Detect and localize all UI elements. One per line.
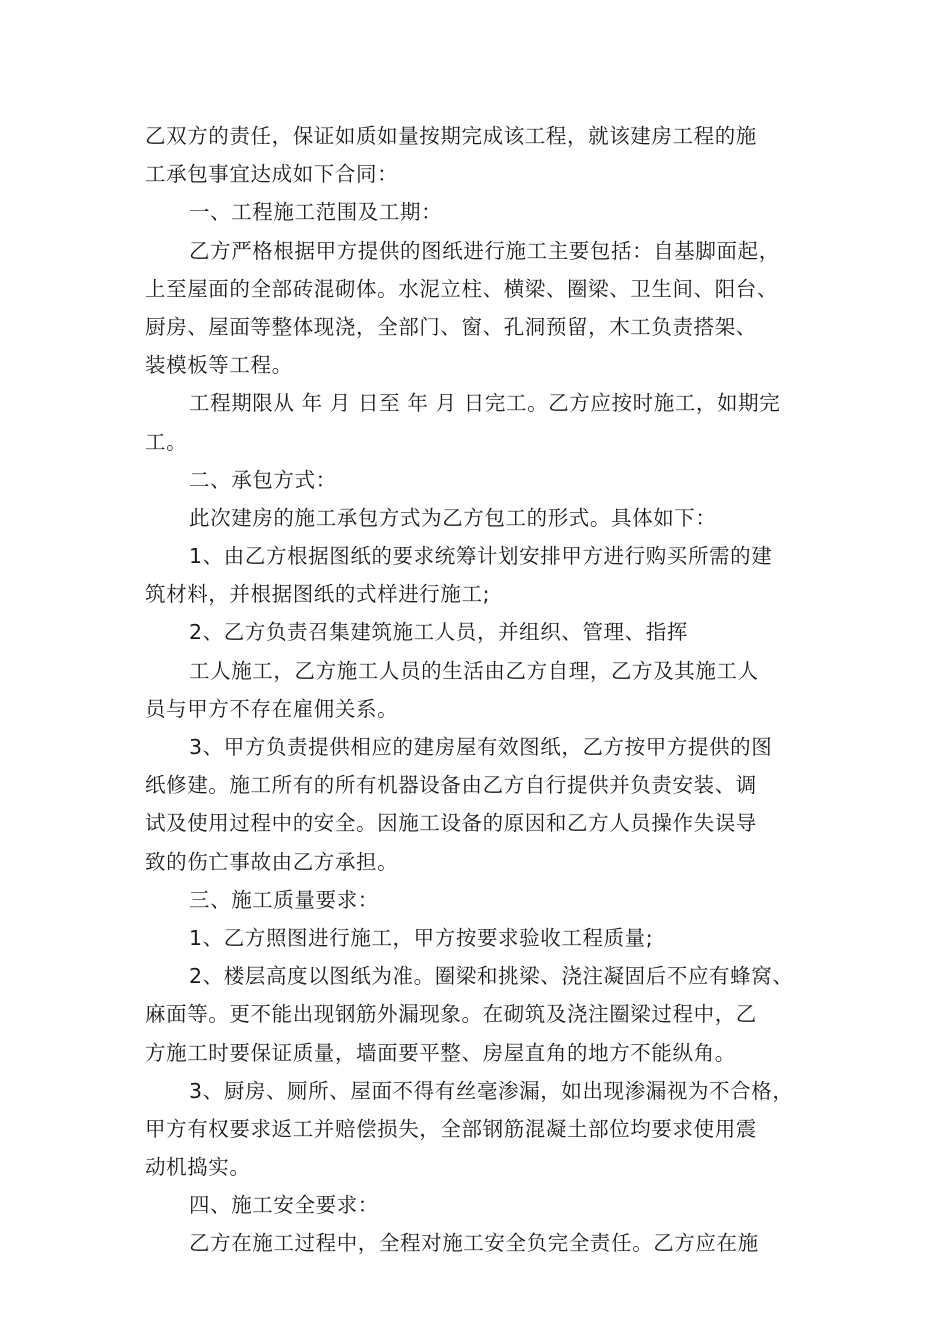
text-line: 麻面等。更不能出现钢筋外漏现象。在砌筑及浇注圈梁过程中，乙	[145, 1002, 757, 1027]
section-heading: 二、承包方式：	[189, 467, 337, 492]
text-line: 2、楼层高度以图纸为准。圈梁和挑梁、浇注凝固后不应有蜂窝、	[189, 964, 794, 989]
text-line: 纸修建。施工所有的所有机器设备由乙方自行提供并负责安装、调	[145, 773, 757, 798]
text-line: 乙方严格根据甲方提供的图纸进行施工主要包括：自基脚面起，	[189, 238, 780, 263]
text-line: 工。	[145, 429, 188, 454]
text-line: 此次建房的施工承包方式为乙方包工的形式。具体如下：	[189, 505, 717, 530]
text-line: 方施工时要保证质量，墙面要平整、房屋直角的地方不能纵角。	[145, 1040, 736, 1065]
section-heading: 三、施工质量要求：	[189, 887, 379, 912]
text-line: 乙方在施工过程中，全程对施工安全负完全责任。乙方应在施	[189, 1231, 759, 1256]
section-heading: 一、工程施工范围及工期：	[189, 200, 443, 225]
text-line: 筑材料，并根据图纸的式样进行施工;	[145, 582, 491, 607]
text-line: 上至屋面的全部砖混砌体。水泥立柱、横梁、圈梁、卫生间、阳台、	[145, 276, 778, 301]
text-line: 甲方有权要求返工并赔偿损失，全部钢筋混凝土部位均要求使用震	[145, 1116, 757, 1141]
text-line: 动机捣实。	[145, 1155, 251, 1180]
text-line: 3、甲方负责提供相应的建房屋有效图纸，乙方按甲方提供的图	[189, 735, 773, 759]
text-line: 员与甲方不存在雇佣关系。	[145, 696, 399, 721]
text-line: 2、乙方负责召集建筑施工人员，并组织、管理、指挥	[189, 620, 688, 645]
text-line: 装模板等工程。	[145, 353, 293, 378]
section-heading: 四、施工安全要求：	[189, 1193, 379, 1218]
text-line: 工人施工，乙方施工人员的生活由乙方自理，乙方及其施工人	[189, 658, 759, 683]
text-line: 工程期限从 年 月 日至 年 月 日完工。乙方应按时施工，如期完	[189, 391, 781, 416]
text-line: 1、由乙方根据图纸的要求统筹计划安排甲方进行购买所需的建	[189, 544, 773, 569]
document-body	[145, 117, 835, 1263]
text-line: 1、乙方照图进行施工，甲方按要求验收工程质量;	[189, 925, 654, 950]
text-line: 试及使用过程中的安全。因施工设备的原因和乙方人员操作失误导	[145, 811, 757, 836]
text-line: 厨房、屋面等整体现浇，全部门、窗、孔洞预留，木工负责搭架、	[145, 314, 757, 339]
text-line: 3、厨房、厕所、屋面不得有丝毫渗漏，如出现渗漏视为不合格，	[189, 1078, 794, 1103]
text-line: 乙双方的责任，保证如质如量按期完成该工程，就该建房工程的施	[145, 124, 757, 148]
text-line: 致的伤亡事故由乙方承担。	[145, 849, 399, 874]
text-line: 工承包事宜达成如下合同：	[145, 162, 399, 187]
